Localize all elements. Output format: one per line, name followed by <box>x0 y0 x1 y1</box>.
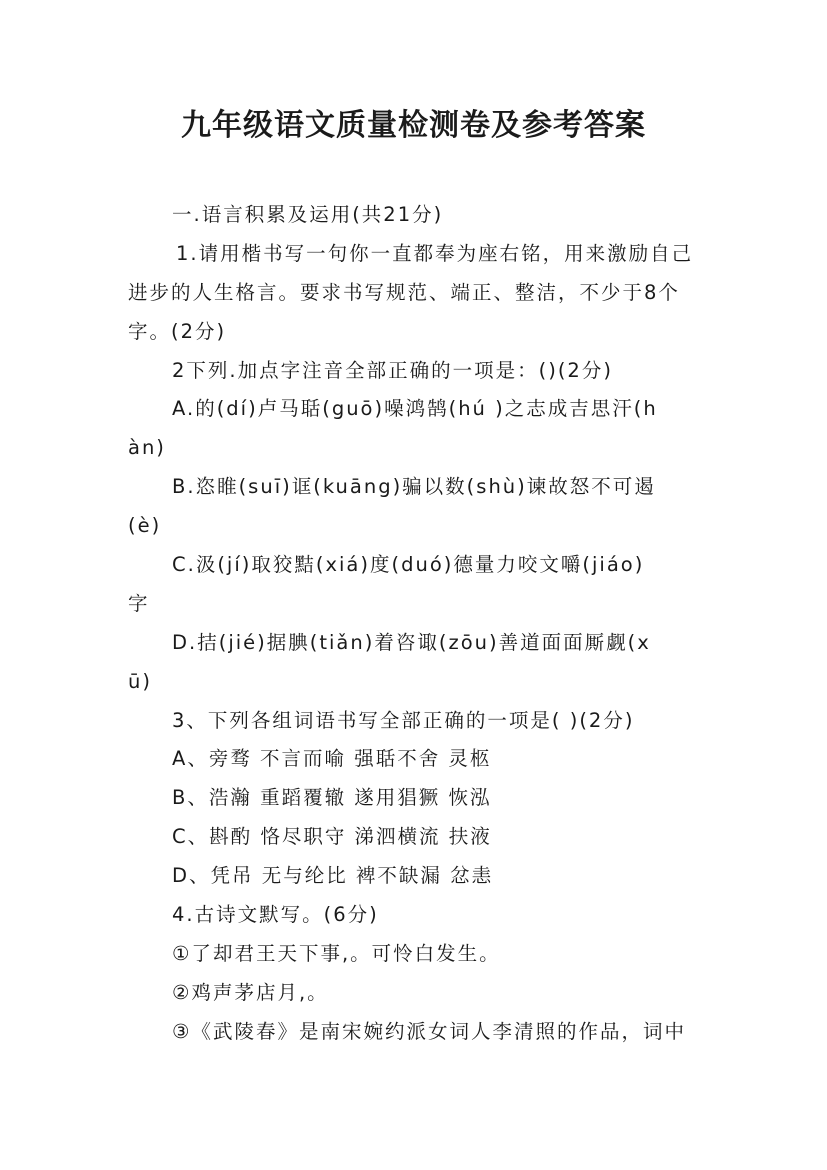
question-2-option-c: C.汲(jí)取狡黠(xiá)度(duó)德量力咬文嚼(jiáo) <box>172 553 645 577</box>
document-title: 九年级语文质量检测卷及参考答案 <box>181 108 646 143</box>
question-4-item-3: ③《武陵春》是南宋婉约派女词人李清照的作品，词中 <box>172 1019 686 1043</box>
question-2-option-d: ū) <box>128 669 152 693</box>
document-body <box>128 196 708 1052</box>
question-2-option-b: (è) <box>128 514 162 538</box>
question-2-option-a: àn) <box>128 436 166 460</box>
question-3-option-c: C、斟酌 恪尽职守 涕泗横流 扶液 <box>172 825 492 849</box>
question-3-stem: 3、下列各组词语书写全部正确的一项是( )(2分) <box>172 708 635 732</box>
question-3-option-a: A、旁骛 不言而喻 强聒不舍 灵柩 <box>172 747 492 771</box>
question-2-option-c: 字 <box>128 591 150 615</box>
question-3-option-d: D、凭吊 无与纶比 裨不缺漏 忿恚 <box>172 864 494 888</box>
question-1-line: 进步的人生格言。要求书写规范、端正、整洁，不少于8个 <box>128 280 680 304</box>
question-3-option-b: B、浩瀚 重蹈覆辙 遂用猖獗 恢泓 <box>172 786 492 810</box>
question-2-option-d: D.拮(jié)据腆(tiǎn)着咨诹(zōu)善道面面厮觑(x <box>172 630 651 654</box>
question-4-stem: 4.古诗文默写。(6分) <box>172 903 379 927</box>
question-4-item-2: ②鸡声茅店月,。 <box>172 980 329 1004</box>
question-1-line: 字。(2分) <box>128 319 227 343</box>
question-2-stem: 2下列.加点字注音全部正确的一项是：()(2分) <box>172 358 613 382</box>
question-2-option-a: A.的(dí)卢马聒(guō)噪鸿鹄(hú )之志成吉思汗(h <box>172 397 658 421</box>
question-1-line: 1.请用楷书写一句你一直都奉为座右铭，用来激励自己 <box>176 241 694 265</box>
section-heading: 一.语言积累及运用(共21分) <box>172 203 444 226</box>
question-4-item-1: ①了却君王天下事,。可怜白发生。 <box>172 941 501 965</box>
question-2-option-b: B.恣睢(suī)诓(kuāng)骗以数(shù)谏故怒不可遏 <box>172 475 656 499</box>
